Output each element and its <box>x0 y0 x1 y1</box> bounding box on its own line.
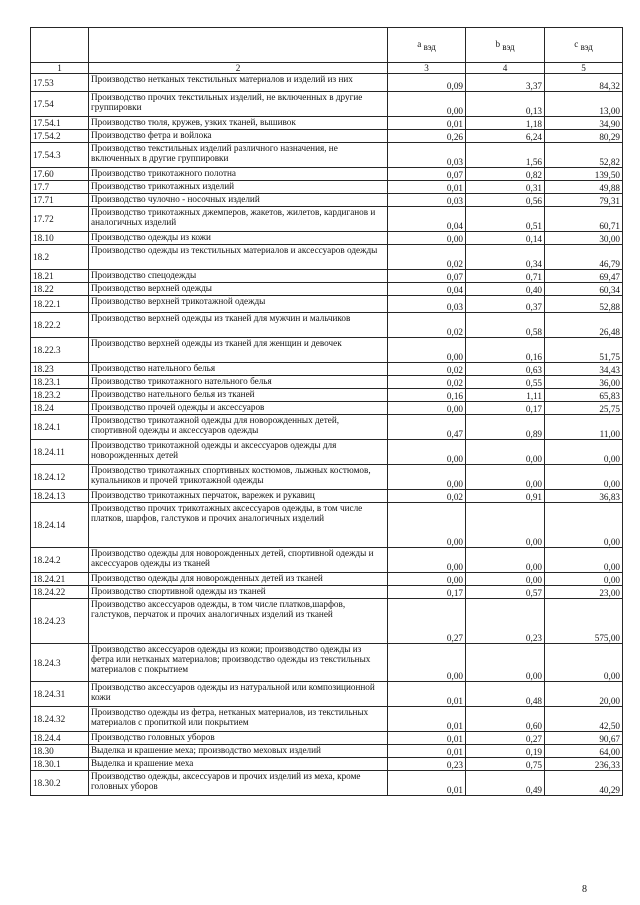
table-row <box>31 168 623 181</box>
row-name: Производство чулочно - носочных изделий <box>89 194 388 207</box>
row-value-c: 90,67 <box>545 732 623 745</box>
row-value-a: 0,17 <box>388 586 466 599</box>
row-value-c: 49,88 <box>545 181 623 194</box>
table-row <box>31 771 623 796</box>
row-value-c: 34,43 <box>545 363 623 376</box>
table-row <box>31 376 623 389</box>
table-row <box>31 117 623 130</box>
row-value-a: 0,00 <box>388 573 466 586</box>
row-code: 18.22.1 <box>31 296 89 313</box>
row-value-c: 0,00 <box>545 440 623 465</box>
row-code: 18.22 <box>31 283 89 296</box>
row-value-a: 0,01 <box>388 745 466 758</box>
row-code: 18.24.13 <box>31 490 89 503</box>
table-row <box>31 194 623 207</box>
row-value-a: 0,16 <box>388 389 466 402</box>
row-value-a: 0,02 <box>388 245 466 270</box>
row-code: 18.30.1 <box>31 758 89 771</box>
row-value-c: 36,83 <box>545 490 623 503</box>
row-value-c: 30,00 <box>545 232 623 245</box>
row-name: Производство тюля, кружев, узких тканей, вышивок <box>89 117 388 130</box>
table-row <box>31 745 623 758</box>
row-name: Производство одежды из фетра, нетканых материалов, из текстильных материалов с пропиткой или покрытием <box>89 707 388 732</box>
row-value-c: 84,32 <box>545 74 623 92</box>
row-value-a: 0,02 <box>388 490 466 503</box>
row-name: Производство одежды для новорожденных детей из тканей <box>89 573 388 586</box>
row-value-b: 0,63 <box>466 363 545 376</box>
row-name: Производство трикотажных перчаток, варежек и рукавиц <box>89 490 388 503</box>
row-value-a: 0,00 <box>388 548 466 573</box>
row-value-a: 0,01 <box>388 732 466 745</box>
row-value-a: 0,02 <box>388 363 466 376</box>
row-value-b: 0,40 <box>466 283 545 296</box>
header-b: b $_{вэд}$ <box>466 28 545 63</box>
row-value-a: 0,00 <box>388 503 466 548</box>
row-value-b: 0,56 <box>466 194 545 207</box>
table-row <box>31 181 623 194</box>
row-value-c: 0,00 <box>545 573 623 586</box>
row-name: Производство нательного белья <box>89 363 388 376</box>
row-value-c: 51,75 <box>545 338 623 363</box>
table-row <box>31 283 623 296</box>
row-value-c: 42,50 <box>545 707 623 732</box>
row-name: Производство аксессуаров одежды из кожи; производство одежды из фетра или нетканых материалов; производство одежды из текстильных материалов с покрытием <box>89 644 388 682</box>
row-value-a: 0,03 <box>388 143 466 168</box>
row-name: Производство одежды из текстильных материалов и аксессуаров одежды <box>89 245 388 270</box>
row-value-b: 3,37 <box>466 74 545 92</box>
row-value-b: 0,57 <box>466 586 545 599</box>
table-row <box>31 245 623 270</box>
row-value-b: 0,34 <box>466 245 545 270</box>
row-name: Производство прочих текстильных изделий, не включенных в другие группировки <box>89 92 388 117</box>
table-row <box>31 270 623 283</box>
row-value-a: 0,09 <box>388 74 466 92</box>
row-code: 17.54 <box>31 92 89 117</box>
row-value-a: 0,00 <box>388 92 466 117</box>
table-row <box>31 586 623 599</box>
row-code: 17.54.2 <box>31 130 89 143</box>
row-name: Производство трикотажного нательного белья <box>89 376 388 389</box>
row-value-c: 0,00 <box>545 644 623 682</box>
row-value-c: 575,00 <box>545 599 623 644</box>
row-name: Производство верхней одежды из тканей для мужчин и мальчиков <box>89 313 388 338</box>
page-number: 8 <box>582 884 587 895</box>
row-value-b: 0,13 <box>466 92 545 117</box>
row-value-b: 0,19 <box>466 745 545 758</box>
table-body <box>31 74 623 796</box>
row-value-b: 0,14 <box>466 232 545 245</box>
row-value-c: 79,31 <box>545 194 623 207</box>
row-name: Производство нетканых текстильных материалов и изделий из них <box>89 74 388 92</box>
row-value-a: 0,07 <box>388 168 466 181</box>
row-value-a: 0,00 <box>388 338 466 363</box>
table-row <box>31 363 623 376</box>
row-value-c: 52,82 <box>545 143 623 168</box>
row-value-b: 0,16 <box>466 338 545 363</box>
table-row <box>31 338 623 363</box>
row-code: 18.30.2 <box>31 771 89 796</box>
row-value-a: 0,03 <box>388 296 466 313</box>
row-name: Производство трикотажного полотна <box>89 168 388 181</box>
table-row <box>31 548 623 573</box>
row-value-a: 0,04 <box>388 207 466 232</box>
table-row <box>31 465 623 490</box>
row-code: 18.23.1 <box>31 376 89 389</box>
row-code: 17.72 <box>31 207 89 232</box>
header-a: a $_{вэд}$ <box>388 28 466 63</box>
row-name: Производство одежды для новорожденных детей, спортивной одежды и аксессуаров одежды из тканей <box>89 548 388 573</box>
row-value-c: 60,71 <box>545 207 623 232</box>
row-value-b: 0,31 <box>466 181 545 194</box>
row-value-b: 0,82 <box>466 168 545 181</box>
row-code: 18.2 <box>31 245 89 270</box>
row-code: 18.24.31 <box>31 682 89 707</box>
row-value-c: 139,50 <box>545 168 623 181</box>
row-name: Производство трикотажной одежды и аксессуаров одежды для новорожденных детей <box>89 440 388 465</box>
row-code: 18.24 <box>31 402 89 415</box>
row-name: Производство аксессуаров одежды, в том числе платков,шарфов, галстуков, перчаток и прочих аналогичных изделий из тканей <box>89 599 388 644</box>
table-row <box>31 402 623 415</box>
row-value-b: 0,17 <box>466 402 545 415</box>
row-value-a: 0,23 <box>388 758 466 771</box>
table-row <box>31 207 623 232</box>
row-value-a: 0,26 <box>388 130 466 143</box>
row-name: Производство прочих трикотажных аксессуаров одежды, в том числе платков, шарфов, галстуков и прочих аналогичных изделий <box>89 503 388 548</box>
row-value-c: 236,33 <box>545 758 623 771</box>
row-code: 17.53 <box>31 74 89 92</box>
row-value-a: 0,03 <box>388 194 466 207</box>
row-name: Производство трикотажных спортивных костюмов, лыжных костюмов, купальников и прочей трикотажной одежды <box>89 465 388 490</box>
row-value-c: 23,00 <box>545 586 623 599</box>
row-value-b: 1,18 <box>466 117 545 130</box>
row-value-c: 64,00 <box>545 745 623 758</box>
row-value-c: 52,88 <box>545 296 623 313</box>
row-value-c: 46,79 <box>545 245 623 270</box>
table-row <box>31 389 623 402</box>
row-value-c: 0,00 <box>545 548 623 573</box>
row-code: 18.24.21 <box>31 573 89 586</box>
row-code: 18.23 <box>31 363 89 376</box>
row-code: 18.24.32 <box>31 707 89 732</box>
row-code: 18.24.11 <box>31 440 89 465</box>
row-name: Производство трикотажной одежды для новорожденных детей, спортивной одежды и аксессуаров одежды <box>89 415 388 440</box>
column-index: 3 <box>388 63 466 74</box>
row-name: Производство спецодежды <box>89 270 388 283</box>
row-value-b: 0,00 <box>466 503 545 548</box>
table-row <box>31 758 623 771</box>
row-value-c: 65,83 <box>545 389 623 402</box>
row-value-c: 40,29 <box>545 771 623 796</box>
row-value-a: 0,00 <box>388 232 466 245</box>
row-value-c: 0,00 <box>545 503 623 548</box>
row-value-b: 0,49 <box>466 771 545 796</box>
row-value-a: 0,04 <box>388 283 466 296</box>
row-value-b: 1,11 <box>466 389 545 402</box>
row-value-b: 0,75 <box>466 758 545 771</box>
row-name: Производство верхней одежды из тканей для женщин и девочек <box>89 338 388 363</box>
data-table <box>30 27 623 796</box>
row-value-b: 0,89 <box>466 415 545 440</box>
row-name: Производство спортивной одежды из тканей <box>89 586 388 599</box>
row-value-b: 0,91 <box>466 490 545 503</box>
row-code: 17.71 <box>31 194 89 207</box>
row-name: Производство фетра и войлока <box>89 130 388 143</box>
row-value-c: 0,00 <box>545 465 623 490</box>
row-name: Производство нательного белья из тканей <box>89 389 388 402</box>
row-value-c: 60,34 <box>545 283 623 296</box>
row-code: 18.24.2 <box>31 548 89 573</box>
row-value-c: 11,00 <box>545 415 623 440</box>
row-value-b: 0,00 <box>466 573 545 586</box>
row-code: 18.24.3 <box>31 644 89 682</box>
column-index-row <box>31 63 623 74</box>
column-index: 5 <box>545 63 623 74</box>
row-name: Выделка и крашение меха; производство меховых изделий <box>89 745 388 758</box>
row-value-b: 0,71 <box>466 270 545 283</box>
row-value-a: 0,01 <box>388 181 466 194</box>
row-value-a: 0,00 <box>388 402 466 415</box>
row-value-a: 0,00 <box>388 440 466 465</box>
row-value-b: 0,58 <box>466 313 545 338</box>
row-code: 17.7 <box>31 181 89 194</box>
row-name: Производство текстильных изделий различного назначения, не включенных в другие группировки <box>89 143 388 168</box>
row-value-b: 0,00 <box>466 644 545 682</box>
row-value-b: 0,37 <box>466 296 545 313</box>
table-row <box>31 296 623 313</box>
row-value-b: 0,51 <box>466 207 545 232</box>
table-row <box>31 74 623 92</box>
row-name: Производство одежды из кожи <box>89 232 388 245</box>
row-code: 18.22.3 <box>31 338 89 363</box>
row-name: Производство одежды, аксессуаров и прочих изделий из меха, кроме головных уборов <box>89 771 388 796</box>
row-name: Производство аксессуаров одежды из натуральной или композиционной кожи <box>89 682 388 707</box>
row-code: 18.24.23 <box>31 599 89 644</box>
row-value-c: 26,48 <box>545 313 623 338</box>
row-code: 18.22.2 <box>31 313 89 338</box>
row-value-b: 0,23 <box>466 599 545 644</box>
row-value-c: 20,00 <box>545 682 623 707</box>
table-row <box>31 232 623 245</box>
table-row <box>31 143 623 168</box>
table-row <box>31 130 623 143</box>
row-value-b: 0,48 <box>466 682 545 707</box>
row-value-c: 80,29 <box>545 130 623 143</box>
row-value-a: 0,02 <box>388 376 466 389</box>
row-value-a: 0,01 <box>388 117 466 130</box>
row-value-a: 0,27 <box>388 599 466 644</box>
row-value-c: 69,47 <box>545 270 623 283</box>
row-code: 18.24.1 <box>31 415 89 440</box>
row-code: 17.54.3 <box>31 143 89 168</box>
row-value-b: 0,27 <box>466 732 545 745</box>
row-value-a: 0,02 <box>388 313 466 338</box>
table-row <box>31 573 623 586</box>
row-value-a: 0,01 <box>388 771 466 796</box>
row-value-b: 0,00 <box>466 440 545 465</box>
table-row <box>31 682 623 707</box>
column-index: 1 <box>31 63 89 74</box>
row-value-c: 13,00 <box>545 92 623 117</box>
header-code-cell <box>31 28 89 63</box>
row-name: Выделка и крашение меха <box>89 758 388 771</box>
row-value-c: 36,00 <box>545 376 623 389</box>
row-code: 18.24.22 <box>31 586 89 599</box>
row-value-b: 0,00 <box>466 465 545 490</box>
table-row <box>31 440 623 465</box>
row-value-b: 0,55 <box>466 376 545 389</box>
row-code: 17.54.1 <box>31 117 89 130</box>
row-name: Производство прочей одежды и аксессуаров <box>89 402 388 415</box>
table-row <box>31 313 623 338</box>
row-value-a: 0,07 <box>388 270 466 283</box>
header-name-cell <box>89 28 388 63</box>
row-value-b: 1,56 <box>466 143 545 168</box>
row-value-a: 0,00 <box>388 465 466 490</box>
row-code: 18.24.12 <box>31 465 89 490</box>
row-value-a: 0,47 <box>388 415 466 440</box>
table-row <box>31 732 623 745</box>
header-c: c $_{вэд}$ <box>545 28 623 63</box>
row-code: 18.10 <box>31 232 89 245</box>
row-code: 18.24.14 <box>31 503 89 548</box>
table-row <box>31 490 623 503</box>
table-row <box>31 503 623 548</box>
row-code: 18.24.4 <box>31 732 89 745</box>
table-row <box>31 92 623 117</box>
row-name: Производство головных уборов <box>89 732 388 745</box>
row-value-c: 34,90 <box>545 117 623 130</box>
row-name: Производство верхней одежды <box>89 283 388 296</box>
row-value-a: 0,00 <box>388 644 466 682</box>
row-code: 17.60 <box>31 168 89 181</box>
row-value-a: 0,01 <box>388 707 466 732</box>
row-name: Производство верхней трикотажной одежды <box>89 296 388 313</box>
row-code: 18.30 <box>31 745 89 758</box>
row-name: Производство трикотажных джемперов, жакетов, жилетов, кардиганов и аналогичных изделий <box>89 207 388 232</box>
row-code: 18.23.2 <box>31 389 89 402</box>
table-row <box>31 707 623 732</box>
row-name: Производство трикотажных изделий <box>89 181 388 194</box>
row-value-a: 0,01 <box>388 682 466 707</box>
table-row <box>31 599 623 644</box>
row-value-b: 0,60 <box>466 707 545 732</box>
column-index: 2 <box>89 63 388 74</box>
table-row <box>31 644 623 682</box>
row-code: 18.21 <box>31 270 89 283</box>
row-value-b: 6,24 <box>466 130 545 143</box>
row-value-b: 0,00 <box>466 548 545 573</box>
table-row <box>31 415 623 440</box>
header-row <box>31 28 623 63</box>
column-index: 4 <box>466 63 545 74</box>
row-value-c: 25,75 <box>545 402 623 415</box>
